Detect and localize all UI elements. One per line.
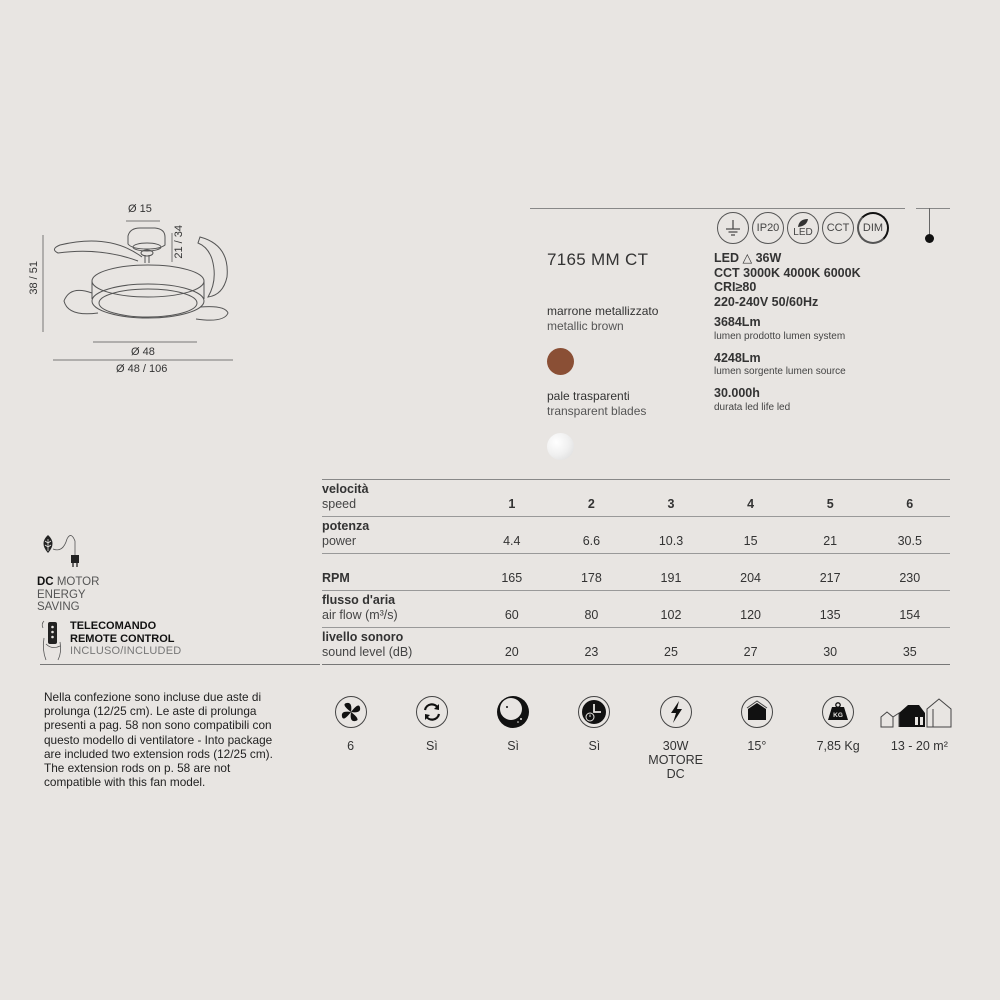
- table-cell: 3: [667, 497, 675, 511]
- table-cell: 178: [580, 571, 602, 585]
- lamp-icon: △: [742, 251, 753, 265]
- blade-span-label: Ø 48 / 106: [116, 363, 168, 375]
- fan-technical-drawing: [20, 195, 250, 380]
- table-cell: 10.3: [658, 534, 684, 548]
- table-row-airflow: flusso d'aria air flow (m³/s) 60 80 102 120 135 154: [322, 591, 950, 628]
- table-cell: 35: [902, 645, 917, 659]
- table-cell: 2: [587, 497, 595, 511]
- ground-icon: [717, 212, 749, 244]
- package-note: Nella confezione sono incluse due aste di prolunga (12/25 cm). Le aste di prolunga presenti a pag. 58 non sono compatibili con questo modello di ventilatore - Into package are included two extension rods (12/25 cm). The extension rods on p. 58 are not compatible with this fan model.: [44, 690, 273, 790]
- life-label: durata led life led: [714, 401, 791, 413]
- finish-blades-en: transparent blades: [547, 404, 647, 418]
- finish-blades-it: pale trasparenti: [547, 389, 630, 403]
- remote-control-badge: [40, 620, 210, 662]
- fan-speeds-icon: [334, 695, 368, 729]
- certification-icons: [717, 212, 889, 244]
- lumen-system-label: lumen prodotto lumen system: [714, 330, 846, 342]
- feature-reverse: Sì: [391, 695, 472, 781]
- table-cell: 80: [584, 608, 599, 622]
- pendant-symbol-bar: [916, 208, 950, 209]
- total-height-label: 38 / 51: [28, 261, 40, 295]
- table-cell: 60: [504, 608, 519, 622]
- table-row-speed: velocità speed 1 2 3 4 5 6: [322, 480, 950, 517]
- night-mode-icon: [496, 695, 530, 729]
- table-cell: 154: [899, 608, 921, 622]
- feature-icons: [310, 695, 960, 781]
- table-cell: 6: [906, 497, 914, 511]
- led-icon: LED: [787, 212, 819, 244]
- table-row-sound: livello sonoro sound level (dB) 20 23 25 27 30 35: [322, 628, 950, 665]
- motor-power-icon: [659, 695, 693, 729]
- feature-room-size: 13 - 20 m²: [879, 695, 960, 781]
- table-cell: 27: [743, 645, 758, 659]
- cct-spec: CCT 3000K 4000K 6000K: [714, 265, 861, 280]
- table-cell: 25: [664, 645, 678, 659]
- table-cell: 30: [823, 645, 838, 659]
- body-diameter-label: Ø 48: [131, 346, 155, 358]
- feature-ceiling-slope: 15°: [716, 695, 797, 781]
- dc-motor-badge: [37, 533, 157, 614]
- feature-night-mode: Sì: [473, 695, 554, 781]
- lumen-source-label: lumen sorgente lumen source: [714, 366, 846, 377]
- table-cell: 1: [508, 497, 516, 511]
- remote-divider: [40, 664, 320, 665]
- header-divider: [530, 208, 905, 209]
- transparent-swatch: [547, 433, 574, 460]
- table-cell: 135: [819, 608, 841, 622]
- ip20-icon: IP20: [752, 212, 784, 244]
- room-size-icon: [879, 695, 959, 729]
- cri-spec: CRI≥80: [714, 280, 757, 294]
- voltage-spec: 220-240V 50/60Hz: [714, 294, 819, 309]
- table-cell: 204: [740, 571, 761, 585]
- table-cell: 120: [740, 608, 761, 622]
- table-row-power: potenza power 4.4 6.6 10.3 15 21 30.5: [322, 517, 950, 554]
- pendant-icon: [925, 234, 934, 243]
- model-code: 7165 MM CT: [547, 250, 649, 269]
- performance-table: [322, 479, 950, 665]
- finish-body-it: marrone metallizzato: [547, 304, 659, 318]
- remote-control-text: TELECOMANDO REMOTE CONTROL INCLUSO/INCLUDED: [70, 620, 182, 657]
- canopy-diameter-label: Ø 15: [128, 203, 152, 215]
- table-cell: 20: [504, 645, 519, 659]
- table-cell: 4.4: [503, 534, 521, 548]
- table-cell: 4: [747, 497, 755, 511]
- table-cell: 165: [501, 571, 523, 585]
- led-specs: [714, 251, 914, 422]
- finish-body-en: metallic brown: [547, 319, 624, 333]
- metallic-brown-swatch: [547, 348, 574, 375]
- timer-icon: [577, 695, 611, 729]
- reverse-icon: [415, 695, 449, 729]
- led-power-line: LED △ 36W: [714, 251, 782, 265]
- table-cell: 102: [660, 608, 682, 622]
- svg-text:KG: KG: [833, 712, 843, 719]
- feature-weight: KG 7,85 Kg: [798, 695, 879, 781]
- table-cell: 15: [743, 534, 758, 548]
- table-cell: 23: [584, 645, 599, 659]
- life-value: 30.000h: [714, 386, 760, 400]
- remote-control-icon: [40, 620, 66, 662]
- table-cell: 21: [823, 534, 838, 548]
- cct-icon: CCT: [822, 212, 854, 244]
- table-cell: 5: [826, 497, 834, 511]
- feature-fan-speeds: 6: [310, 695, 391, 781]
- dim-icon: DIM: [857, 212, 889, 244]
- lumen-system-value: 3684Lm: [714, 315, 761, 329]
- dc-motor-text: DC MOTOR ENERGY SAVING: [37, 576, 100, 613]
- table-row-rpm: RPM 165 178 191 204 217 230: [322, 554, 950, 591]
- dc-motor-plug-icon: [37, 533, 87, 567]
- table-cell: 30.5: [897, 534, 922, 548]
- table-cell: 191: [660, 571, 682, 585]
- feature-motor-power: 30W MOTORE DC: [635, 695, 716, 781]
- table-cell: 230: [899, 571, 921, 585]
- table-cell: 217: [819, 571, 841, 585]
- weight-icon: [821, 695, 855, 729]
- lumen-source-value: 4248Lm: [714, 350, 761, 365]
- feature-timer: Sì: [554, 695, 635, 781]
- table-cell: 6.6: [582, 534, 601, 548]
- drop-height-label: 21 / 34: [173, 225, 185, 259]
- ceiling-slope-icon: [740, 695, 774, 729]
- finish-blades: [547, 389, 717, 460]
- finish-body: [547, 304, 717, 375]
